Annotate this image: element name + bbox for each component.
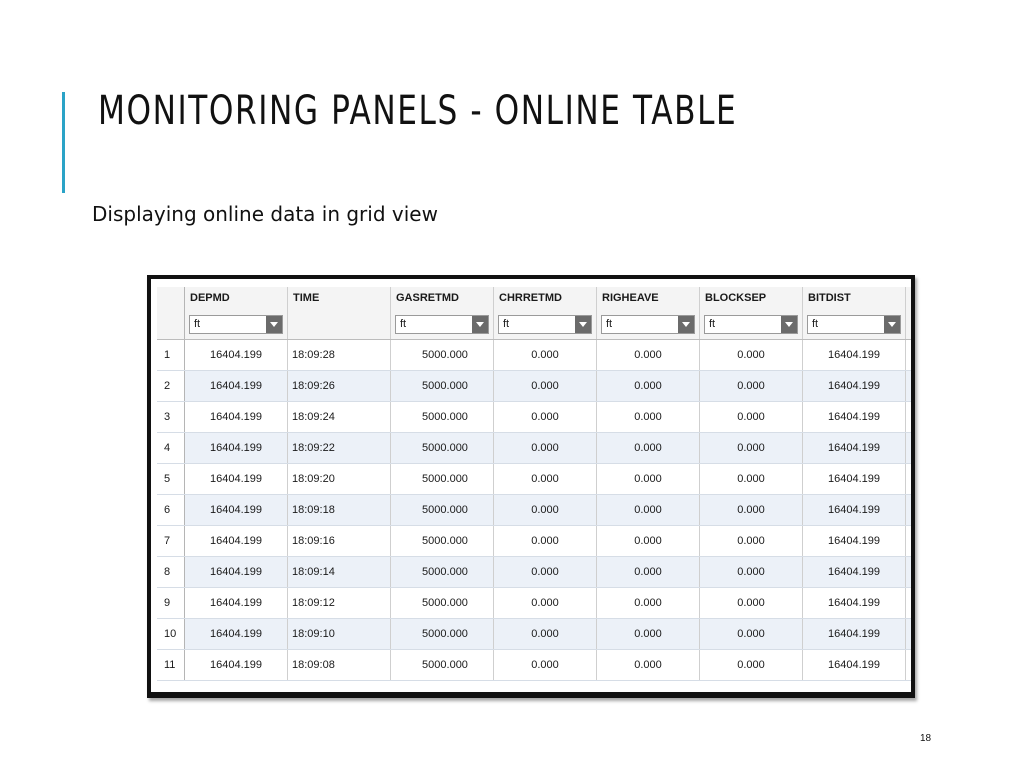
table-cell-righeave[interactable]: 0.000 (597, 402, 700, 432)
table-cell-time[interactable]: 18:09:22 (288, 433, 391, 463)
table-cell-righeave[interactable]: 0.000 (597, 619, 700, 649)
unit-select-chrretmd[interactable] (498, 315, 592, 334)
table-cell-depmd[interactable]: 16404.199 (185, 464, 288, 494)
column-header-bitdist[interactable]: BITDIST (803, 287, 906, 309)
table-row[interactable] (157, 495, 915, 526)
column-header-time[interactable]: TIME (288, 287, 391, 309)
slide-subtitle: Displaying online data in grid view (92, 202, 438, 226)
online-table-screenshot (147, 275, 915, 698)
table-cell-chrretmd[interactable]: 0.000 (494, 588, 597, 618)
table-cell-chrretmd[interactable]: 0.000 (494, 433, 597, 463)
unit-cell-gasretmd (391, 309, 494, 339)
table-cell-bitdist[interactable]: 16404.199 (803, 495, 906, 525)
table-cell-time[interactable]: 18:09:10 (288, 619, 391, 649)
unit-select-value: ft (503, 318, 510, 330)
unit-cell-depmd (185, 309, 288, 339)
table-cell-gasretmd[interactable]: 5000.000 (391, 526, 494, 556)
table-row[interactable] (157, 464, 915, 495)
table-cell-depmd[interactable]: 16404.199 (185, 650, 288, 680)
chevron-down-icon[interactable] (266, 316, 282, 333)
column-header-blocksep[interactable]: BLOCKSEP (700, 287, 803, 309)
chevron-down-icon[interactable] (781, 316, 797, 333)
table-cell-gasretmd[interactable]: 5000.000 (391, 650, 494, 680)
table-row[interactable] (157, 619, 915, 650)
table-cell-gasretmd[interactable]: 5000.000 (391, 557, 494, 587)
table-cell-bitdist[interactable]: 16404.199 (803, 526, 906, 556)
unit-select-value: ft (709, 318, 716, 330)
table-cell-chrretmd[interactable]: 0.000 (494, 650, 597, 680)
table-row[interactable] (157, 526, 915, 557)
online-data-grid (157, 287, 915, 681)
table-cell-gasretmd[interactable]: 5000.000 (391, 619, 494, 649)
chevron-down-icon[interactable] (678, 316, 694, 333)
table-cell-bitdist[interactable]: 16404.199 (803, 557, 906, 587)
table-cell-righeave[interactable]: 0.000 (597, 340, 700, 370)
table-cell-blocksep[interactable]: 0.000 (700, 650, 803, 680)
table-row[interactable] (157, 433, 915, 464)
table-cell-blocksep[interactable]: 0.000 (700, 495, 803, 525)
unit-select-bitdist[interactable] (807, 315, 901, 334)
table-cell-blocksep[interactable]: 0.000 (700, 588, 803, 618)
row-number: 11 (157, 650, 185, 680)
chevron-down-icon[interactable] (575, 316, 591, 333)
table-cell-blocksep[interactable]: 0.000 (700, 402, 803, 432)
unit-cell-chrretmd (494, 309, 597, 339)
table-cell-time[interactable]: 18:09:18 (288, 495, 391, 525)
column-header-depmd[interactable]: DEPMD (185, 287, 288, 309)
column-header-gasretmd[interactable]: GASRETMD (391, 287, 494, 309)
row-number: 2 (157, 371, 185, 401)
unit-select-blocksep[interactable] (704, 315, 798, 334)
table-cell-righeave[interactable]: 0.000 (597, 464, 700, 494)
table-cell-bitdist[interactable]: 16404.199 (803, 433, 906, 463)
table-cell-righeave[interactable]: 0.000 (597, 650, 700, 680)
table-cell-bitdist[interactable]: 16404.199 (803, 619, 906, 649)
table-cell-chrretmd[interactable]: 0.000 (494, 371, 597, 401)
unit-select-value: ft (194, 318, 201, 330)
unit-cell-righeave (597, 309, 700, 339)
table-cell-time[interactable]: 18:09:26 (288, 371, 391, 401)
row-number: 3 (157, 402, 185, 432)
table-cell-gasretmd[interactable]: 5000.000 (391, 371, 494, 401)
page-number: 18 (920, 733, 932, 744)
table-cell-righeave[interactable]: 0.000 (597, 557, 700, 587)
table-row[interactable] (157, 340, 915, 371)
table-cell-chrretmd[interactable]: 0.000 (494, 464, 597, 494)
column-header-chrretmd[interactable]: CHRRETMD (494, 287, 597, 309)
table-cell-depmd[interactable]: 16404.199 (185, 402, 288, 432)
table-row[interactable] (157, 371, 915, 402)
row-number: 1 (157, 340, 185, 370)
unit-select-righeave[interactable] (601, 315, 695, 334)
table-cell-blocksep[interactable]: 0.000 (700, 526, 803, 556)
table-cell-righeave[interactable]: 0.000 (597, 526, 700, 556)
slide-title: MONITORING PANELS - ONLINE TABLE (98, 88, 738, 134)
unit-select-gasretmd[interactable] (395, 315, 489, 334)
table-row[interactable] (157, 402, 915, 433)
grid-unit-row (157, 309, 915, 340)
table-cell-bitdist[interactable]: 16404.199 (803, 402, 906, 432)
grid-body (157, 340, 915, 681)
column-header-righeave[interactable]: RIGHEAVE (597, 287, 700, 309)
row-number: 7 (157, 526, 185, 556)
table-cell-depmd[interactable]: 16404.199 (185, 371, 288, 401)
table-row[interactable] (157, 557, 915, 588)
table-cell-gasretmd[interactable]: 5000.000 (391, 495, 494, 525)
table-cell-depmd[interactable]: 16404.199 (185, 526, 288, 556)
table-cell-gasretmd[interactable]: 5000.000 (391, 588, 494, 618)
table-cell-time[interactable]: 18:09:08 (288, 650, 391, 680)
table-row[interactable] (157, 588, 915, 619)
row-number: 5 (157, 464, 185, 494)
table-cell-time[interactable]: 18:09:16 (288, 526, 391, 556)
table-cell-time[interactable]: 18:09:28 (288, 340, 391, 370)
row-header-corner (157, 309, 185, 339)
partial-column-header (906, 287, 915, 309)
table-cell-depmd[interactable]: 16404.199 (185, 557, 288, 587)
table-cell-blocksep[interactable]: 0.000 (700, 371, 803, 401)
table-cell-time[interactable]: 18:09:14 (288, 557, 391, 587)
table-cell-bitdist[interactable]: 16404.199 (803, 464, 906, 494)
table-cell-bitdist[interactable]: 16404.199 (803, 588, 906, 618)
unit-select-value: ft (606, 318, 613, 330)
row-number: 10 (157, 619, 185, 649)
table-cell-chrretmd[interactable]: 0.000 (494, 526, 597, 556)
table-cell-time[interactable]: 18:09:24 (288, 402, 391, 432)
title-accent-bar (62, 92, 65, 193)
chevron-down-icon[interactable] (884, 316, 900, 333)
table-cell-righeave[interactable]: 0.000 (597, 371, 700, 401)
table-cell-righeave[interactable]: 0.000 (597, 495, 700, 525)
table-cell-righeave[interactable]: 0.000 (597, 433, 700, 463)
table-cell-chrretmd[interactable]: 0.000 (494, 340, 597, 370)
table-cell-gasretmd[interactable]: 5000.000 (391, 464, 494, 494)
table-cell-time[interactable]: 18:09:20 (288, 464, 391, 494)
unit-cell-blocksep (700, 309, 803, 339)
table-cell-blocksep[interactable]: 0.000 (700, 340, 803, 370)
grid-header-row (157, 287, 915, 309)
table-cell-bitdist[interactable]: 16404.199 (803, 650, 906, 680)
table-cell-blocksep[interactable]: 0.000 (700, 433, 803, 463)
unit-select-value: ft (400, 318, 407, 330)
table-cell-chrretmd[interactable]: 0.000 (494, 495, 597, 525)
partial-column-unit (906, 309, 915, 339)
table-cell-blocksep[interactable]: 0.000 (700, 557, 803, 587)
table-cell-gasretmd[interactable]: 5000.000 (391, 433, 494, 463)
table-cell-gasretmd[interactable]: 5000.000 (391, 340, 494, 370)
table-cell-gasretmd[interactable]: 5000.000 (391, 402, 494, 432)
row-number: 6 (157, 495, 185, 525)
table-cell-bitdist[interactable]: 16404.199 (803, 371, 906, 401)
table-cell-depmd[interactable]: 16404.199 (185, 433, 288, 463)
table-row[interactable] (157, 650, 915, 681)
table-cell-chrretmd[interactable]: 0.000 (494, 557, 597, 587)
table-cell-depmd[interactable]: 16404.199 (185, 619, 288, 649)
unit-select-depmd[interactable] (189, 315, 283, 334)
row-header-corner (157, 287, 185, 309)
table-cell-righeave[interactable]: 0.000 (597, 588, 700, 618)
row-number: 9 (157, 588, 185, 618)
table-cell-blocksep[interactable]: 0.000 (700, 464, 803, 494)
row-number: 4 (157, 433, 185, 463)
table-cell-depmd[interactable]: 16404.199 (185, 495, 288, 525)
table-cell-bitdist[interactable]: 16404.199 (803, 340, 906, 370)
table-cell-depmd[interactable]: 16404.199 (185, 588, 288, 618)
table-cell-blocksep[interactable]: 0.000 (700, 619, 803, 649)
chevron-down-icon[interactable] (472, 316, 488, 333)
table-cell-chrretmd[interactable]: 0.000 (494, 402, 597, 432)
unit-cell-bitdist (803, 309, 906, 339)
table-cell-chrretmd[interactable]: 0.000 (494, 619, 597, 649)
table-cell-time[interactable]: 18:09:12 (288, 588, 391, 618)
table-cell-depmd[interactable]: 16404.199 (185, 340, 288, 370)
unit-select-value: ft (812, 318, 819, 330)
row-number: 8 (157, 557, 185, 587)
unit-cell-time (288, 309, 391, 339)
